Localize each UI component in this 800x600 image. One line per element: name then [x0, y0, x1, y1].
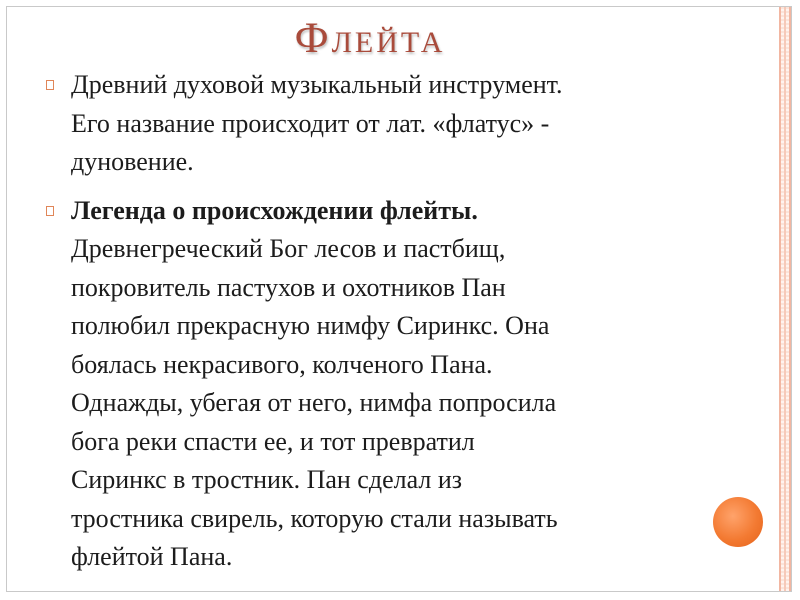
slide-body: [46, 66, 686, 577]
bullet-line: боялась некрасивого, колченого Пана.: [71, 349, 493, 379]
bullet-line: покровитель пастухов и охотников Пан: [71, 272, 506, 302]
bullet-line: Его название происходит от лат. «флатус» -: [71, 108, 550, 138]
bullet-line: Однажды, убегая от него, нимфа попросила: [71, 388, 557, 417]
bullet-line: полюбил прекрасную нимфу Сиринкс. Она: [71, 311, 550, 340]
bullet-item-legend: [46, 192, 686, 577]
bullet-line: тростника свирель, которую стали называть: [71, 503, 558, 533]
bullet-line: дуновение.: [71, 147, 194, 176]
bullet-marker-icon: [46, 206, 54, 216]
bullet-line: Древнегреческий Бог лесов и пастбищ,: [71, 234, 506, 263]
decorative-side-band: [779, 7, 791, 591]
bullet-line: флейтой Пана.: [71, 542, 233, 571]
decorative-orange-circle: [713, 497, 763, 547]
slide-title: Флейта: [294, 15, 446, 62]
bullet-marker-icon: [46, 80, 54, 90]
bullet-line: бога реки спасти ее, и тот превратил: [71, 426, 475, 456]
legend-heading: Легенда о происхождении флейты.: [71, 195, 478, 225]
bullet-item-definition: [46, 66, 686, 182]
bullet-line: Древний духовой музыкальный инструмент.: [71, 70, 563, 99]
bullet-line: Сиринкс в тростник. Пан сделал из: [71, 465, 463, 494]
